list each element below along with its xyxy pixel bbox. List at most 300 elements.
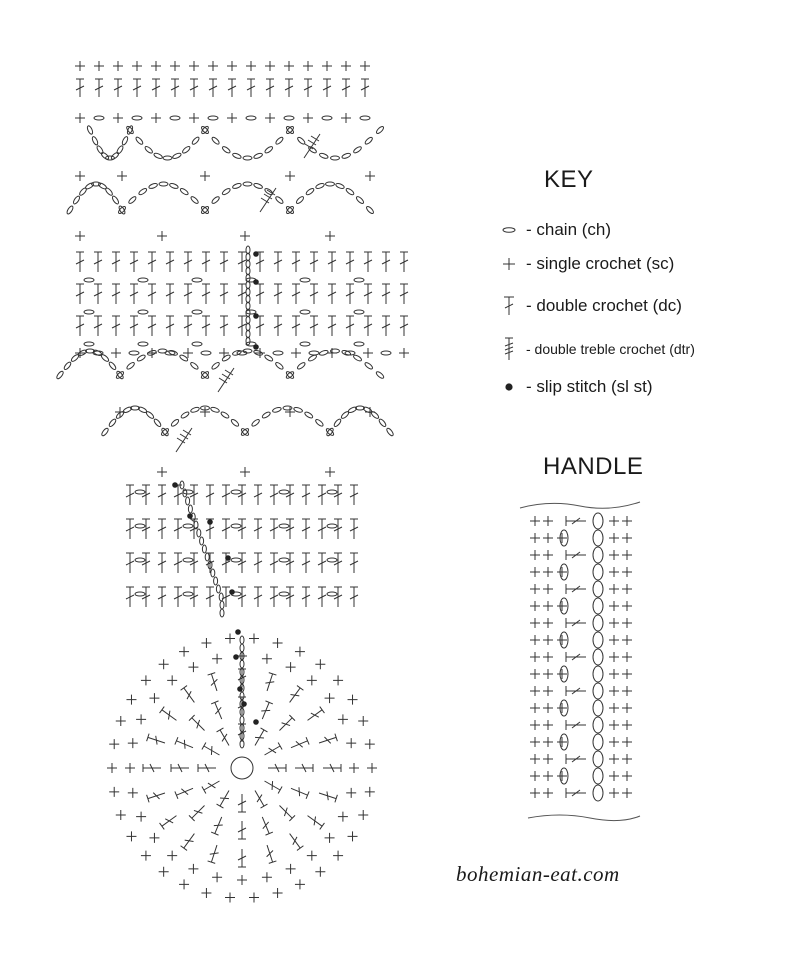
double-crochet-icon — [112, 252, 120, 272]
chain-icon — [191, 136, 200, 145]
single-crochet-icon — [295, 879, 305, 889]
single-crochet-icon — [208, 61, 218, 71]
chain-icon — [283, 406, 292, 410]
single-crochet-icon — [265, 113, 275, 123]
double-crochet-icon — [114, 79, 122, 97]
double-crochet-icon — [364, 284, 372, 304]
single-crochet-icon — [201, 888, 211, 898]
single-crochet-icon — [188, 662, 198, 672]
double-crochet-icon — [130, 316, 138, 336]
single-crochet-icon — [557, 703, 567, 713]
single-crochet-icon — [543, 754, 553, 764]
single-crochet-icon — [113, 61, 123, 71]
double-treble-crochet-icon — [176, 428, 192, 452]
single-crochet-icon — [609, 788, 619, 798]
key-item-double-treble-crochet — [500, 337, 695, 361]
handle-stitch-icon — [566, 686, 586, 696]
single-crochet-icon — [622, 516, 632, 526]
chain-icon — [230, 418, 239, 427]
chain-icon — [183, 490, 193, 494]
single-crochet-icon — [543, 652, 553, 662]
double-crochet-icon — [142, 587, 150, 607]
key-label-double-treble-crochet: - double treble crochet (dtr) — [526, 341, 695, 357]
chain-icon — [84, 342, 94, 346]
double-crochet-icon — [147, 789, 167, 802]
single-crochet-icon — [262, 872, 272, 882]
single-crochet-icon — [315, 867, 325, 877]
chain-icon — [500, 218, 526, 242]
double-crochet-group — [160, 812, 179, 829]
single-crochet-icon — [167, 675, 177, 685]
chain-icon — [192, 310, 202, 314]
chain-icon — [355, 196, 364, 205]
double-crochet-group — [318, 734, 338, 747]
chain-icon — [593, 683, 603, 699]
double-crochet-group — [147, 789, 167, 802]
double-crochet-icon — [400, 316, 408, 336]
double-crochet-icon — [285, 79, 293, 97]
chain-icon — [354, 310, 364, 314]
chain-icon — [197, 529, 201, 537]
double-crochet-group — [208, 844, 221, 864]
double-crochet-group — [211, 815, 225, 835]
chain-icon — [136, 354, 146, 362]
chain-icon — [128, 196, 137, 205]
double-crochet-icon — [318, 734, 338, 747]
single-crochet-icon — [358, 810, 368, 820]
handle-title: HANDLE — [543, 453, 644, 480]
double-crochet-icon — [228, 79, 236, 97]
handle-stitch-icon — [566, 720, 586, 730]
double-crochet-icon — [268, 764, 286, 772]
chain-icon — [129, 351, 139, 355]
single-crochet-icon — [363, 348, 373, 358]
chain-icon — [63, 361, 72, 370]
double-crochet-group — [238, 724, 246, 742]
single-crochet-icon — [157, 467, 167, 477]
single-crochet-icon — [126, 831, 136, 841]
chain-icon — [84, 278, 94, 282]
double-crochet-icon — [158, 553, 166, 573]
chain-icon — [327, 592, 337, 596]
double-crochet-icon — [189, 715, 207, 733]
chain-icon — [296, 361, 306, 370]
single-crochet-icon — [530, 737, 540, 747]
chain-icon — [264, 354, 274, 362]
single-crochet-icon — [109, 739, 119, 749]
chain-icon — [153, 152, 163, 159]
single-crochet-icon — [349, 763, 359, 773]
double-crochet-icon — [318, 553, 326, 573]
single-crochet-icon — [75, 113, 85, 123]
single-crochet-icon — [360, 61, 370, 71]
double-crochet-icon — [274, 252, 282, 272]
chain-icon — [183, 592, 193, 596]
double-crochet-icon — [222, 519, 230, 539]
double-crochet-icon — [263, 778, 283, 794]
chain-icon — [370, 411, 379, 420]
single-crochet-icon — [543, 533, 553, 543]
chain-icon — [211, 136, 220, 145]
double-crochet-icon — [142, 553, 150, 573]
single-crochet-icon — [126, 695, 136, 705]
double-crochet-icon — [94, 252, 102, 272]
chain-icon — [240, 716, 244, 724]
double-crochet-icon — [209, 79, 217, 97]
double-crochet-icon — [76, 252, 84, 272]
chain-icon — [221, 354, 231, 362]
double-crochet-icon — [292, 316, 300, 336]
single-crochet-icon — [530, 720, 540, 730]
double-crochet-group — [263, 673, 276, 693]
double-crochet-icon — [190, 485, 198, 505]
double-crochet-icon — [76, 284, 84, 304]
chain-icon — [253, 152, 263, 159]
chain-icon — [381, 351, 391, 355]
double-crochet-icon — [318, 519, 326, 539]
single-crochet-icon — [543, 686, 553, 696]
single-crochet-icon — [609, 618, 619, 628]
double-crochet-icon — [259, 815, 273, 835]
double-crochet-icon — [158, 485, 166, 505]
single-crochet-icon — [543, 771, 553, 781]
double-crochet-group — [259, 815, 273, 835]
single-crochet-icon — [365, 787, 375, 797]
double-crochet-icon — [217, 728, 233, 748]
watermark: bohemian-eat.com — [456, 862, 620, 886]
double-crochet-icon — [292, 252, 300, 272]
double-crochet-icon — [112, 316, 120, 336]
chain-icon — [354, 342, 364, 346]
single-crochet-icon — [622, 652, 632, 662]
single-crochet-icon — [609, 550, 619, 560]
chain-icon — [284, 116, 294, 120]
chain-icon — [183, 524, 193, 528]
double-crochet-icon — [323, 79, 331, 97]
chain-icon — [135, 136, 144, 145]
single-crochet-icon — [286, 864, 296, 874]
single-crochet-icon — [170, 61, 180, 71]
double-crochet-icon — [160, 707, 179, 724]
chain-icon — [319, 350, 329, 357]
chain-icon — [375, 371, 384, 380]
chain-icon — [135, 490, 145, 494]
chain-icon — [170, 116, 180, 120]
double-crochet-icon — [112, 284, 120, 304]
single-crochet-icon — [167, 851, 177, 861]
double-crochet-group — [252, 789, 268, 809]
chain-icon — [170, 418, 179, 427]
chain-icon — [135, 524, 145, 528]
single-crochet-icon — [159, 659, 169, 669]
double-crochet-icon — [259, 701, 273, 721]
magic-ring-icon — [231, 757, 253, 779]
chain-icon — [593, 785, 603, 801]
single-crochet-icon — [246, 61, 256, 71]
double-crochet-group — [175, 785, 195, 799]
double-crochet-group — [305, 812, 324, 829]
double-crochet-icon — [202, 743, 222, 759]
double-crochet-icon — [289, 785, 309, 799]
double-crochet-icon — [400, 284, 408, 304]
handle-top-edge — [520, 502, 640, 508]
single-crochet-icon — [128, 788, 138, 798]
chain-icon — [305, 187, 315, 196]
single-crochet-icon — [543, 584, 553, 594]
double-crochet-group — [286, 686, 303, 705]
chain-icon — [56, 370, 65, 380]
single-crochet-icon — [227, 113, 237, 123]
single-crochet-icon — [543, 635, 553, 645]
double-treble-crochet-icon — [500, 337, 526, 361]
double-crochet-icon — [238, 284, 246, 304]
single-crochet-icon — [338, 812, 348, 822]
double-crochet-icon — [220, 316, 228, 336]
single-crochet-icon — [307, 851, 317, 861]
single-crochet-icon — [107, 763, 117, 773]
double-crochet-group — [305, 707, 324, 724]
handle-chart — [520, 502, 640, 821]
handle-bottom-edge — [528, 815, 640, 821]
double-crochet-group — [263, 743, 283, 759]
chain-icon — [309, 351, 319, 355]
chain-icon — [84, 310, 94, 314]
chain-icon — [304, 411, 314, 419]
slip-stitch-icon — [237, 686, 243, 692]
bag-body-chart — [56, 61, 409, 617]
double-crochet-icon — [252, 728, 268, 748]
chain-icon — [138, 187, 148, 195]
slip-stitch-icon — [233, 654, 239, 660]
double-crochet-icon — [126, 519, 134, 539]
single-crochet-icon — [341, 113, 351, 123]
slip-stitch-icon — [241, 701, 247, 707]
single-crochet-icon — [200, 171, 210, 181]
double-crochet-icon — [238, 821, 246, 839]
chain-icon — [261, 411, 271, 419]
chain-icon — [279, 490, 289, 494]
double-crochet-icon — [202, 252, 210, 272]
single-crochet-icon — [75, 348, 85, 358]
double-crochet-group — [323, 764, 341, 772]
single-crochet-icon — [530, 584, 540, 594]
double-crochet-group — [181, 686, 198, 705]
key-item-slip-stitch — [500, 375, 653, 399]
chain-icon — [216, 585, 220, 593]
single-crochet-icon — [225, 892, 235, 902]
slip-stitch-icon — [225, 555, 231, 561]
single-crochet-icon — [346, 738, 356, 748]
single-crochet-icon — [348, 695, 358, 705]
double-crochet-icon — [147, 734, 167, 747]
single-crochet-icon — [346, 788, 356, 798]
single-crochet-icon — [149, 833, 159, 843]
double-crochet-icon — [286, 485, 294, 505]
double-treble-crochet-icon — [304, 134, 320, 158]
double-crochet-icon — [143, 764, 161, 772]
double-crochet-icon — [174, 553, 182, 573]
single-crochet-icon — [237, 875, 247, 885]
single-crochet-icon — [530, 788, 540, 798]
single-crochet-icon — [622, 703, 632, 713]
chain-icon — [66, 205, 74, 215]
double-crochet-group — [181, 831, 198, 850]
chain-icon — [190, 196, 199, 205]
single-crochet-icon — [262, 654, 272, 664]
double-crochet-icon — [318, 587, 326, 607]
chain-icon — [593, 717, 603, 733]
double-crochet-icon — [263, 844, 276, 864]
double-crochet-icon — [238, 316, 246, 336]
single-crochet-icon — [125, 763, 135, 773]
chain-icon — [360, 116, 370, 120]
double-crochet-icon — [328, 284, 336, 304]
double-treble-crochet-icon — [218, 368, 234, 392]
double-crochet-icon — [220, 252, 228, 272]
single-crochet-icon — [530, 618, 540, 628]
double-crochet-icon — [350, 519, 358, 539]
chain-icon — [240, 644, 244, 652]
double-crochet-group — [238, 821, 246, 839]
double-crochet-icon — [323, 764, 341, 772]
chain-icon — [121, 136, 129, 146]
double-crochet-group — [202, 778, 222, 794]
double-crochet-group — [208, 673, 221, 693]
chain-icon — [593, 513, 603, 529]
chain-icon — [219, 593, 223, 601]
double-crochet-icon — [217, 789, 233, 809]
single-crochet-icon — [557, 601, 567, 611]
double-crochet-group — [147, 734, 167, 747]
single-crochet-icon — [240, 467, 250, 477]
single-crochet-icon — [116, 810, 126, 820]
double-crochet-icon — [304, 79, 312, 97]
chain-icon — [364, 361, 374, 370]
double-crochet-icon — [318, 485, 326, 505]
single-crochet-icon — [303, 61, 313, 71]
double-crochet-icon — [181, 686, 198, 705]
key-title: KEY — [544, 166, 594, 193]
double-crochet-icon — [266, 79, 274, 97]
key-item-double-crochet — [500, 294, 682, 318]
single-crochet-icon — [530, 601, 540, 611]
double-crochet-icon — [175, 737, 195, 751]
single-crochet-icon — [622, 533, 632, 543]
single-crochet-icon — [622, 686, 632, 696]
chain-icon — [96, 145, 104, 155]
double-crochet-icon — [238, 485, 246, 505]
single-crochet-icon — [265, 61, 275, 71]
single-crochet-icon — [543, 516, 553, 526]
single-crochet-icon — [179, 647, 189, 657]
single-crochet-icon — [367, 763, 377, 773]
single-crochet-icon — [622, 584, 632, 594]
double-crochet-icon — [247, 79, 255, 97]
chain-icon — [315, 418, 324, 427]
handle-stitch-icon — [566, 584, 586, 594]
single-crochet-icon — [543, 550, 553, 560]
double-crochet-icon — [184, 252, 192, 272]
single-crochet-icon — [609, 703, 619, 713]
double-crochet-group — [202, 743, 222, 759]
single-crochet-icon — [543, 788, 553, 798]
single-crochet-icon — [348, 831, 358, 841]
double-crochet-icon — [238, 849, 246, 867]
double-crochet-icon — [148, 284, 156, 304]
double-crochet-icon — [350, 587, 358, 607]
chain-icon — [110, 151, 119, 160]
single-crochet-icon — [530, 635, 540, 645]
single-crochet-icon — [116, 716, 126, 726]
double-crochet-group — [238, 794, 246, 812]
double-crochet-icon — [174, 587, 182, 607]
double-crochet-group — [252, 728, 268, 748]
chain-icon — [231, 558, 241, 562]
double-crochet-icon — [206, 485, 214, 505]
single-crochet-icon — [543, 703, 553, 713]
double-crochet-icon — [310, 316, 318, 336]
chain-icon — [246, 310, 256, 314]
double-crochet-icon — [238, 724, 246, 742]
chain-icon — [126, 361, 135, 370]
chain-icon — [211, 196, 220, 205]
double-crochet-icon — [328, 316, 336, 336]
single-crochet-icon — [111, 348, 121, 358]
chain-icon — [138, 278, 148, 282]
slip-stitch-icon — [207, 519, 213, 525]
double-crochet-group — [175, 737, 195, 751]
chain-icon — [153, 418, 162, 427]
chain-icon — [180, 411, 190, 419]
chain-icon — [593, 581, 603, 597]
single-crochet-icon — [94, 61, 104, 71]
chain-icon — [182, 145, 191, 154]
chain-icon — [188, 505, 192, 513]
single-crochet-icon — [200, 407, 210, 417]
double-crochet-group — [268, 764, 286, 772]
chain-icon — [201, 351, 211, 355]
chain-icon — [214, 577, 218, 585]
chain-icon — [232, 152, 242, 159]
chain-icon — [169, 183, 179, 190]
double-crochet-icon — [292, 284, 300, 304]
single-crochet-icon — [212, 654, 222, 664]
double-crochet-icon — [171, 764, 189, 772]
chain-icon — [279, 592, 289, 596]
double-crochet-icon — [274, 316, 282, 336]
key-label-double-crochet: - double crochet (dc) — [526, 296, 682, 315]
chain-icon — [327, 524, 337, 528]
chain-icon — [275, 136, 284, 145]
double-crochet-icon — [76, 79, 84, 97]
chain-icon — [345, 187, 355, 196]
double-crochet-group — [295, 764, 313, 772]
double-crochet-icon — [175, 785, 195, 799]
double-crochet-icon — [238, 519, 246, 539]
handle-stitch-icon — [566, 550, 586, 560]
chain-icon — [221, 187, 231, 195]
single-crochet-icon — [530, 550, 540, 560]
double-crochet-icon — [302, 587, 310, 607]
chain-icon — [172, 152, 182, 159]
single-crochet-icon — [557, 669, 567, 679]
double-crochet-icon — [302, 485, 310, 505]
double-crochet-group — [318, 789, 338, 802]
single-crochet-icon — [149, 693, 159, 703]
single-crochet-icon — [303, 113, 313, 123]
chain-icon — [192, 342, 202, 346]
double-crochet-icon — [382, 252, 390, 272]
